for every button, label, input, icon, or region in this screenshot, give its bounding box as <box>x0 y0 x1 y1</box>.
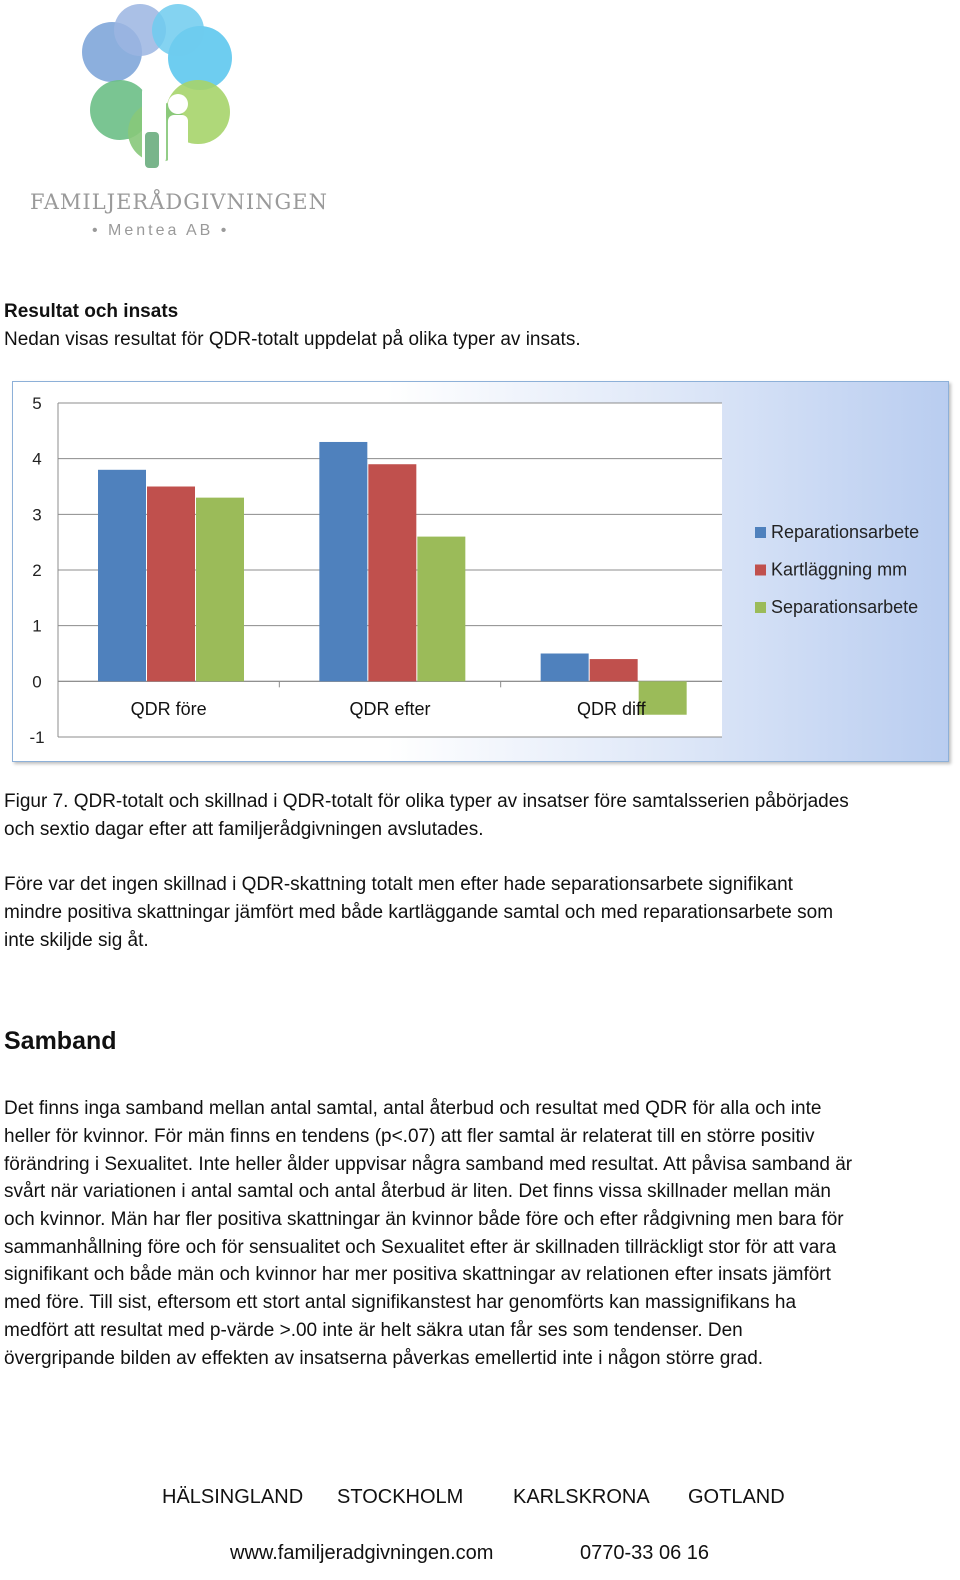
paragraph-line: Före var det ingen skillnad i QDR-skattning totalt men efter hade separationsarbete signifikant <box>4 874 793 895</box>
bar <box>147 487 195 682</box>
logo-subtitle: • Mentea AB • <box>92 222 230 239</box>
y-tick-label: 5 <box>32 394 42 413</box>
section-intro: Nedan visas resultat för QDR-totalt uppdelat på olika typer av insats. <box>4 329 581 350</box>
logo-flower-icon <box>82 4 232 170</box>
y-tick-label: 0 <box>32 672 42 692</box>
samband-line: och kvinnor. Män har fler positiva skattningar än kvinnor både före och efter rådgivning men bara för <box>4 1209 844 1230</box>
legend-swatch <box>755 565 766 576</box>
figure-caption-line-1: Figur 7. QDR-totalt och skillnad i QDR-totalt för olika typer av insatser före samtalsserien påbörjades <box>4 791 849 812</box>
samband-line: övergripande bilden av effekten av insatserna påverkas emellertid inte i någon större grad. <box>4 1348 764 1369</box>
legend-swatch <box>755 602 766 613</box>
x-tick-label: QDR före <box>130 699 207 719</box>
bar <box>541 654 589 682</box>
section-title-samband: Samband <box>4 1027 117 1055</box>
x-tick-label: QDR efter <box>349 699 431 719</box>
y-tick-label: -1 <box>29 728 45 747</box>
legend-swatch <box>755 527 766 538</box>
paragraph-line: mindre positiva skattningar jämfört med både kartläggande samtal och med reparationsarbete som <box>4 902 834 923</box>
footer-website-link[interactable]: www.familjeradgivningen.com <box>230 1542 494 1564</box>
samband-line: Det finns inga samband mellan antal samtal, antal återbud och resultat med QDR för alla och inte <box>4 1098 822 1119</box>
paragraph-line: inte skiljde sig åt. <box>4 930 149 951</box>
logo-name: FAMILJERÅDGIVNINGEN <box>30 190 328 214</box>
figure-caption-line-2: och sextio dagar efter att familjerådgivningen avslutades. <box>4 819 484 840</box>
x-tick-label: QDR diff <box>576 699 646 719</box>
footer-location-stockholm: STOCKHOLM <box>337 1486 464 1508</box>
bar <box>98 470 146 682</box>
bar <box>319 442 367 681</box>
bar <box>196 498 244 682</box>
legend-label: Reparationsarbete <box>771 522 920 542</box>
footer-location-halsingland: HÄLSINGLAND <box>162 1486 304 1508</box>
samband-line: förändring i Sexualitet. Inte heller ålder uppvisar några samband med resultat. Att påvisa samband är <box>4 1154 853 1175</box>
footer-location-gotland: GOTLAND <box>688 1486 785 1508</box>
legend-label: Separationsarbete <box>771 597 919 617</box>
samband-line: heller för kvinnor. För män finns en tendens (p<.07) att fler samtal är relaterat till en större positiv <box>4 1126 815 1147</box>
samband-line: svårt när variationen i antal samtal och antal återbud är liten. Det finns vissa skillnader mellan män <box>4 1181 831 1202</box>
samband-line: signifikant och både män och kvinnor har mer positiva skattningar av relationen efter insats jämfört <box>4 1264 831 1285</box>
footer-phone: 0770-33 06 16 <box>580 1542 710 1564</box>
bar <box>368 464 416 681</box>
y-tick-label: 1 <box>32 616 42 636</box>
legend-label: Kartläggning mm <box>771 559 908 580</box>
bar <box>590 659 638 681</box>
footer-location-karlskrona: KARLSKRONA <box>513 1486 650 1508</box>
samband-line: sammanhållning före och för sensualitet och Sexualitet efter är skillnaden tillräckligt stor för att vara <box>4 1237 837 1258</box>
y-tick-label: 3 <box>32 505 42 525</box>
samband-line: med före. Till sist, eftersom ett stort antal signifikanstest har genomförts kan massignifikans ha <box>4 1292 797 1313</box>
y-tick-label: 2 <box>32 561 42 580</box>
bar-chart <box>12 381 947 760</box>
samband-line: medfört att resultat med p-värde >.00 inte är helt säkra utan får ses som tendenser. Den <box>4 1320 743 1341</box>
section-title-resultat: Resultat och insats <box>4 301 179 322</box>
bar <box>639 681 687 714</box>
bar <box>417 537 465 682</box>
y-tick-label: 4 <box>32 449 42 469</box>
